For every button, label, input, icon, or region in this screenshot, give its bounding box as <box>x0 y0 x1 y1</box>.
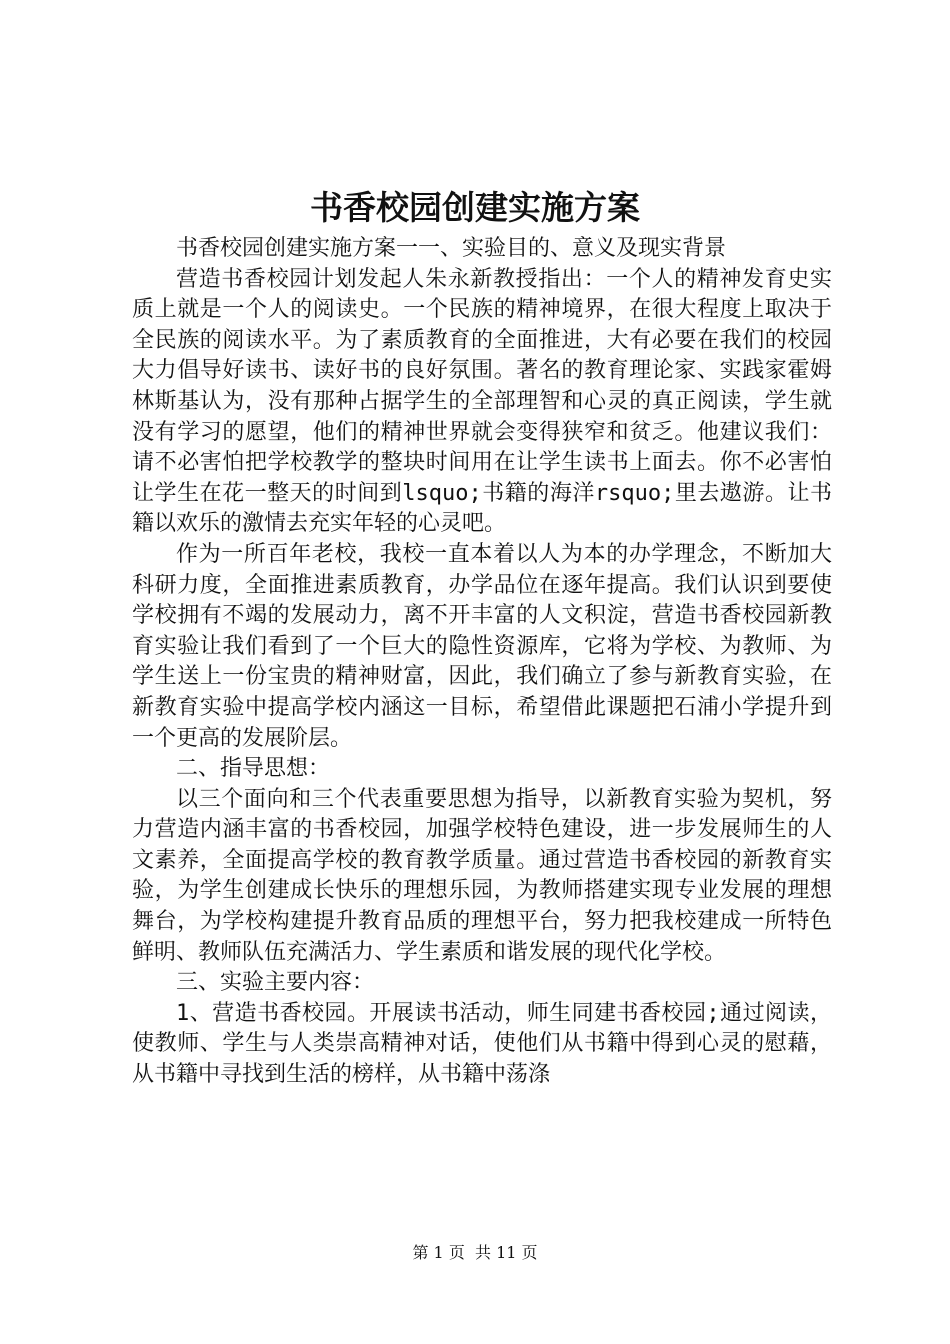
section-heading-guiding-ideology: 二、指导思想： <box>176 756 331 782</box>
paragraph-main-content-1: 1、营造书香校园。开展读书活动，师生同建书香校园;通过阅读，使教师、学生与人类崇高精神对话，使他们从书籍中得到心灵的慰藉，从书籍中寻找到生活的榜样，从书籍中荡涤 <box>132 1000 832 1088</box>
paragraph-school-context: 作为一所百年老校，我校一直本着以人为本的办学理念，不断加大科研力度，全面推进素质教育，办学品位在逐年提高。我们认识到要使学校拥有不竭的发展动力，离不开丰富的人文积淀，营造书香校园新教育实验让我们看到了一个巨大的隐性资源库，它将为学校、为教师、为学生送上一份宝贵的精神财富，因此，我们确立了参与新教育实验，在新教育实验中提高学校内涵这一目标，希望借此课题把石浦小学提升到一个更高的发展阶层。 <box>132 541 832 751</box>
paragraph-intro-heading: 书香校园创建实施方案一一、实验目的、意义及现实背景 <box>176 236 727 261</box>
page-number-footer: 第 1 页 共 11 页 <box>412 1243 538 1262</box>
paragraph-background: 营造书香校园计划发起人朱永新教授指出：一个人的精神发育史实质上就是一个人的阅读史。一个民族的精神境界，在很大程度上取决于全民族的阅读水平。为了素质教育的全面推进，大有必要在我们的校园大力倡导好读书、读好书的良好氛围。著名的教育理论家、实践家霍姆林斯基认为，没有那种占据学生的全部理智和心灵的真正阅读，学生就没有学习的愿望，他们的精神世界就会变得狭窄和贫乏。他建议我们：请不必害怕把学校教学的整块时间用在让学生读书上面去。你不必害怕让学生在花一整天的时间到lsquo;书籍的海洋rsquo;里去遨游。让书籍以欢乐的激情去充实年轻的心灵吧。 <box>132 266 832 537</box>
document-title: 书香校园创建实施方案 <box>310 188 640 227</box>
paragraph-guiding-ideology: 以三个面向和三个代表重要思想为指导，以新教育实验为契机，努力营造内涵丰富的书香校园，加强学校特色建设，进一步发展师生的人文素养，全面提高学校的教育教学质量。通过营造书香校园的新教育实验，为学生创建成长快乐的理想乐园，为教师搭建实现专业发展的理想舞台，为学校构建提升教育品质的理想平台，努力把我校建成一所特色鲜明、教师队伍充满活力、学生素质和谐发展的现代化学校。 <box>132 786 832 965</box>
section-heading-main-content: 三、实验主要内容： <box>176 970 375 996</box>
document-body <box>132 234 832 1091</box>
